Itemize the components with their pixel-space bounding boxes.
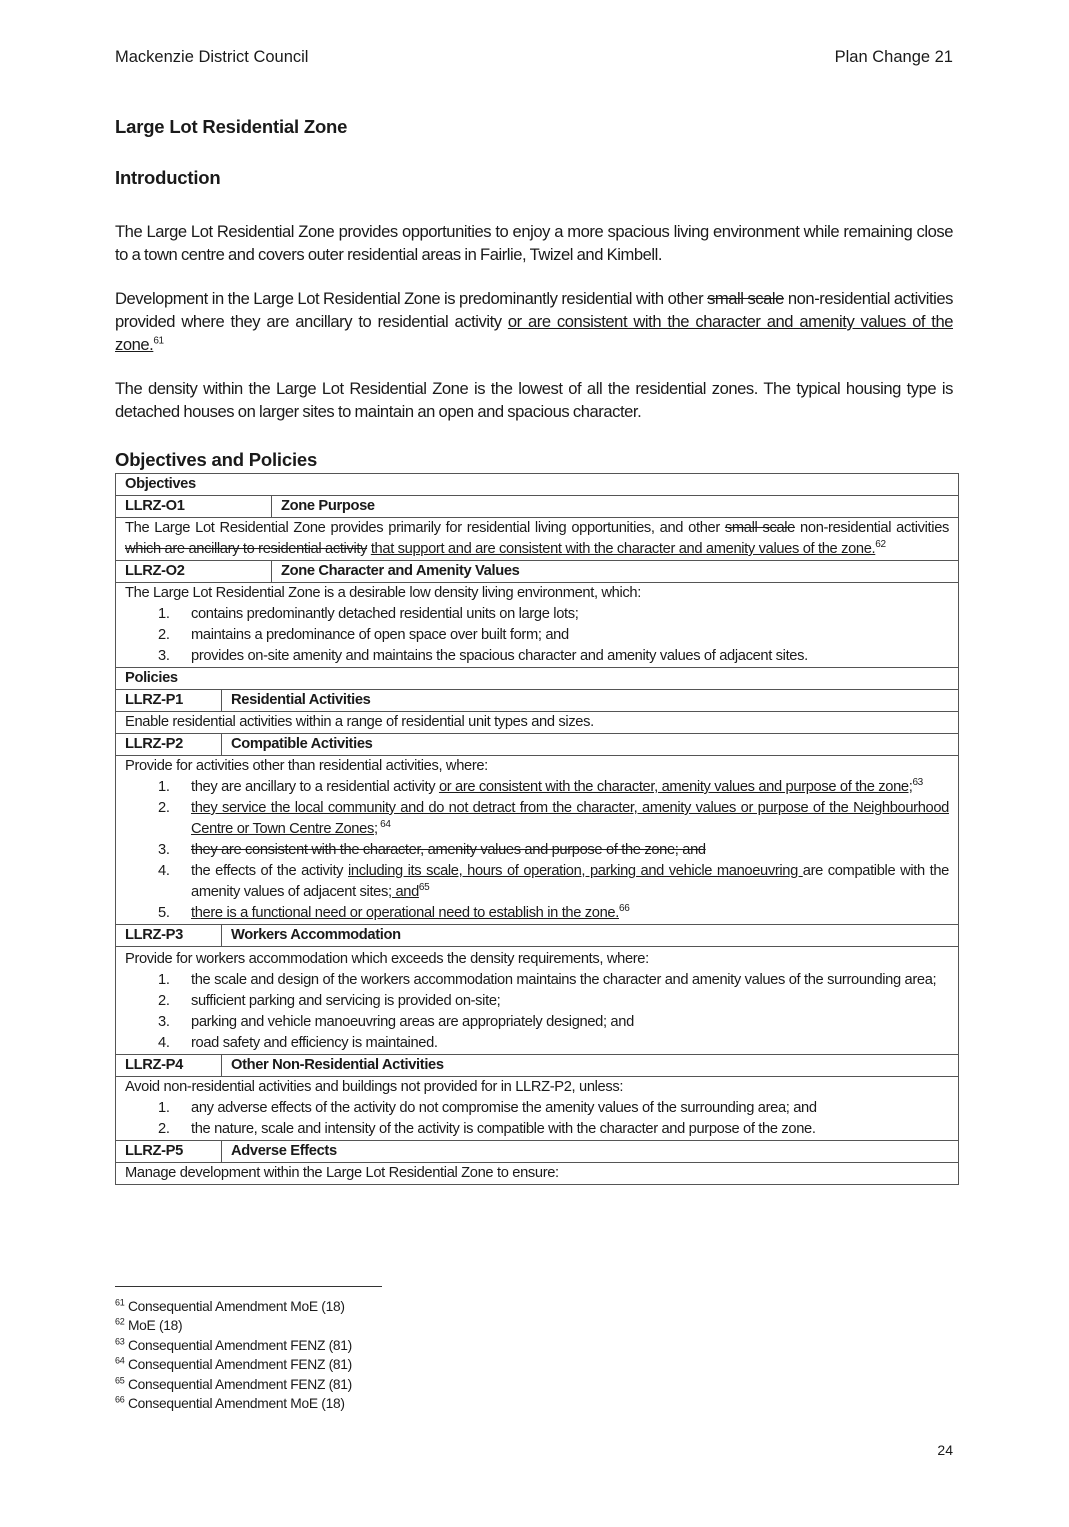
inserted-text: that support and are consistent with the character and amenity values of the zone.	[370, 541, 876, 557]
list-item: 3. parking and vehicle manoeuvring areas are appropriately designed; and	[158, 1014, 634, 1030]
policy-title: Workers Accommodation	[222, 925, 959, 947]
footnote: $^{65}$ Consequential Amendment FENZ (81)	[115, 1375, 352, 1392]
policy-description: Provide for activities other than residential activities, where: 1. they are ancillary to a residential activity or are consistent with the character, amenity values and purpose of the zone;$^{63}$ 2. they service the local community and do not detract from the character, amenity values or purpose of the Neighbourhood Centre or Town Centre Zones; $^{64}$ 3. they are consistent with the character, amenity values and purpose of the zone; and 4. the effects of the activity including its scale, hours of operation, parking and vehicle manoeuvring are compatible with the amenity values of adjacent sites; and$^{65}$ 5. there is a functional need or operational need to establish in the zone.$^{66}$	[116, 756, 959, 925]
objectives-policies-table	[115, 473, 959, 1185]
footnote: $^{61}$ Consequential Amendment MoE (18)	[115, 1297, 345, 1314]
policy-description: Avoid non-residential activities and buildings not provided for in LLRZ-P2, unless: 1. any adverse effects of the activity do not compromise the amenity values of the surrounding area; and 2. the nature, scale and intensity of the activity is compatible with the character and purpose of the zone.	[116, 1077, 959, 1141]
list-item: 3. they are consistent with the character, amenity values and purpose of the zone; and	[158, 842, 706, 858]
list-item: 4. the effects of the activity including its scale, hours of operation, parking and vehicle manoeuvring are compatible with the amenity values of adjacent sites; and$^{65}$	[158, 863, 949, 900]
policy-row-p1	[116, 690, 959, 712]
footnote-ref[interactable]: 64	[377, 819, 391, 831]
deleted-text: small scale	[724, 520, 796, 536]
policy-code: LLRZ-P1	[116, 690, 222, 712]
deleted-text: they are consistent with the character, amenity values and purpose of the zone; and	[191, 842, 706, 858]
zone-heading: Large Lot Residential Zone	[115, 116, 348, 137]
policy-title: Other Non-Residential Activities	[222, 1055, 959, 1077]
objectives-policies-heading: Objectives and Policies	[115, 449, 318, 470]
list-item: 2. the nature, scale and intensity of the activity is compatible with the character and purpose of the zone.	[158, 1121, 816, 1137]
policy-row-p5	[116, 1141, 959, 1163]
objective-description: The Large Lot Residential Zone provides primarily for residential living opportunities, and other small scale non-residential activities which are ancillary to residential activity that support and are consistent with the character and amenity values of the zone.$^{62}$	[116, 518, 959, 561]
page-number: 24	[937, 1442, 953, 1458]
policy-row-p4	[116, 1055, 959, 1077]
policy-title: Compatible Activities	[222, 734, 959, 756]
page-content	[115, 116, 953, 1185]
list-item: 1. contains predominantly detached residential units on large lots;	[158, 606, 579, 622]
objective-code: LLRZ-O2	[116, 561, 272, 583]
footnote: $^{64}$ Consequential Amendment FENZ (81)	[115, 1355, 352, 1373]
footnote: $^{66}$ Consequential Amendment MoE (18)	[115, 1394, 345, 1412]
list-item: 2. they service the local community and do not detract from the character, amenity values or purpose of the Neighbourhood Centre or Town Centre Zones; $^{64}$	[158, 800, 949, 837]
objective-title: Zone Character and Amenity Values	[272, 561, 959, 583]
inserted-text: including its scale, hours of operation, parking and vehicle manoeuvring	[348, 863, 803, 879]
footnotes	[115, 1297, 352, 1413]
inserted-text: or are consistent with the character and amenity values of the zone.	[115, 312, 954, 354]
policy-description: Manage development within the Large Lot Residential Zone to ensure:	[116, 1163, 959, 1185]
policy-code: LLRZ-P3	[116, 925, 222, 947]
policies-label: Policies	[116, 668, 959, 690]
list-item: 5. there is a functional need or operational need to establish in the zone.$^{66}$	[158, 903, 630, 921]
list-item: 4. road safety and efficiency is maintained.	[158, 1035, 438, 1051]
inserted-text: they service the local community and do not detract from the character, amenity values or purpose of the Neighbourhood Centre or Town Centre Zones;	[191, 800, 949, 837]
list-item: 3. provides on-site amenity and maintains the spacious character and amenity values of adjacent sites.	[158, 648, 808, 664]
inserted-text: or are consistent with the character, amenity values and purpose of the zone;	[438, 779, 913, 795]
policy-title: Residential Activities	[222, 690, 959, 712]
policy-code: LLRZ-P2	[116, 734, 222, 756]
policy-row-p2	[116, 734, 959, 756]
footnote: $^{63}$ Consequential Amendment FENZ (81)	[115, 1336, 352, 1353]
policy-title: Adverse Effects	[222, 1141, 959, 1163]
objective-description: The Large Lot Residential Zone is a desirable low density living environment, which: 1. contains predominantly detached residential units on large lots; 2. maintains a predominance of open space over built form; and 3. provides on-site amenity and maintains the spacious character and amenity values of adjacent sites.	[116, 583, 959, 668]
list-item: 2. sufficient parking and servicing is provided on-site;	[158, 993, 501, 1009]
list-item: 1. they are ancillary to a residential activity or are consistent with the character, amenity values and purpose of the zone;$^{63}$	[158, 777, 923, 795]
intro-paragraph-2: Development in the Large Lot Residential Zone is predominantly residential with other small scale non-residential activities provided where they are ancillary to residential activity or are consistent with the character and amenity values of the zone.$^{61}$	[115, 289, 954, 354]
objective-row-o2	[116, 561, 959, 583]
inserted-text: there is a functional need or operational need to establish in the zone.	[191, 905, 619, 921]
footnote-ref[interactable]: 62	[875, 539, 886, 551]
objective-code: LLRZ-O1	[116, 496, 272, 518]
inserted-text: ; and	[388, 884, 419, 900]
footnote-ref[interactable]: 66	[618, 903, 630, 915]
policy-code: LLRZ-P4	[116, 1055, 222, 1077]
footnote-ref[interactable]: 61	[153, 335, 164, 347]
footnote-separator	[115, 1286, 382, 1287]
objective-title: Zone Purpose	[272, 496, 959, 518]
header-plan-change: Plan Change 21	[834, 48, 953, 66]
deleted-text: small scale	[707, 289, 784, 308]
header-council: Mackenzie District Council	[115, 48, 309, 66]
policy-code: LLRZ-P5	[116, 1141, 222, 1163]
deleted-text: which are ancillary to residential activity	[125, 541, 368, 557]
footnote: $^{62}$ MoE (18)	[115, 1316, 183, 1334]
policy-description: Enable residential activities within a range of residential unit types and sizes.	[116, 712, 959, 734]
footnote-ref[interactable]: 63	[912, 777, 923, 789]
footnote-ref[interactable]: 65	[418, 882, 430, 894]
policy-row-p3	[116, 925, 959, 947]
objectives-label: Objectives	[116, 474, 959, 496]
policy-description: Provide for workers accommodation which exceeds the density requirements, where: 1. the scale and design of the workers accommodation maintains the character and amenity values of the surrounding area; 2. sufficient parking and servicing is provided on-site; 3. parking and vehicle manoeuvring areas are appropriately designed; and 4. road safety and efficiency is maintained.	[116, 947, 959, 1055]
list-item: 2. maintains a predominance of open space over built form; and	[158, 627, 569, 643]
introduction-heading: Introduction	[115, 167, 221, 188]
intro-paragraph-1: The Large Lot Residential Zone provides opportunities to enjoy a more spacious living environment while remaining close to a town centre and covers outer residential areas in Fairlie, Twizel and Kimbell.	[115, 222, 953, 264]
objective-row-o1	[116, 496, 959, 518]
list-item: 1. the scale and design of the workers accommodation maintains the character and amenity values of the surrounding area;	[158, 972, 937, 988]
intro-paragraph-3: The density within the Large Lot Residential Zone is the lowest of all the residential zones. The typical housing type is detached houses on larger sites to maintain an open and spacious character.	[115, 379, 953, 421]
list-item: 1. any adverse effects of the activity do not compromise the amenity values of the surrounding area; and	[158, 1100, 817, 1116]
